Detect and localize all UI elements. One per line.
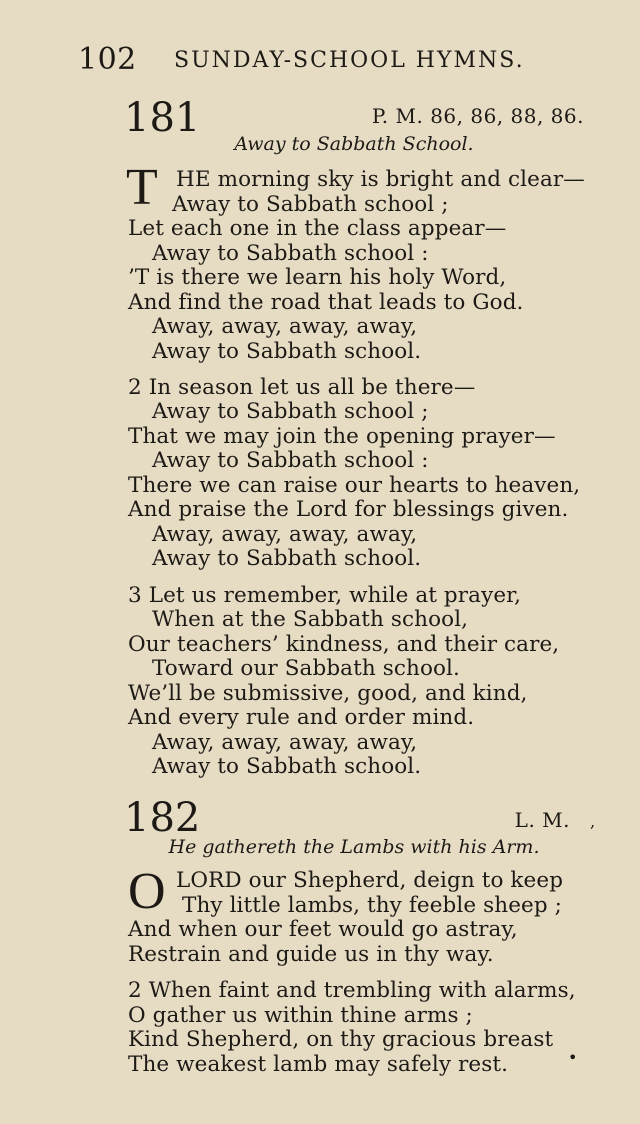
verse-line: There we can raise our hearts to heaven, [128,473,581,498]
hymn-number: 181 [124,95,201,141]
verse-line: Away to Sabbath school : [152,241,429,266]
drop-cap: O [128,863,166,920]
verse-line: LORD our Shepherd, deign to keep [176,868,564,893]
verse-line: Away to Sabbath school. [152,754,422,779]
verse-line: Away, away, away, away, [152,730,418,755]
verse-line: And when our feet would go astray, [128,917,518,942]
hymn-meter: L. M. [514,808,570,832]
verse-line: Away, away, away, away, [152,522,418,547]
verse-line: Away to Sabbath school. [152,546,422,571]
page-number: 102 [78,42,137,77]
hymn-meter: P. M. 86, 86, 88, 86. [371,104,584,128]
print-speck: • [568,1048,578,1067]
verse-line: Restrain and guide us in thy way. [128,942,494,967]
verse-line: Kind Shepherd, on thy gracious breast [128,1027,554,1052]
verse-line: ’T is there we learn his holy Word, [128,265,507,290]
verse-line: Away, away, away, away, [152,314,418,339]
verse-line: 2 In season let us all be there— [128,375,476,400]
verse-line: Thy little lambs, thy feeble sheep ; [182,893,563,918]
verse-line: Away to Sabbath school ; [152,399,429,424]
verse-line: O gather us within thine arms ; [128,1003,473,1028]
verse-line: Away to Sabbath school : [152,448,429,473]
hymn-number: 182 [124,795,201,841]
verse-line: And every rule and order mind. [128,705,475,730]
verse-line: Toward our Sabbath school. [152,656,460,681]
drop-cap: T [126,159,158,216]
verse-line: We’ll be submissive, good, and kind, [128,681,528,706]
verse-line: That we may join the opening prayer— [128,424,556,449]
verse-line: And find the road that leads to God. [128,290,524,315]
verse-line: HE morning sky is bright and clear— [176,167,585,192]
running-head: SUNDAY-SCHOOL HYMNS. [174,48,525,73]
hymn-title: He gathereth the Lambs with his Arm. [168,836,540,858]
verse-line: Let each one in the class appear— [128,216,507,241]
verse-line: The weakest lamb may safely rest. [128,1052,509,1077]
page-header [78,42,538,82]
print-speck: , [590,812,596,831]
verse-line: 2 When faint and trembling with alarms, [128,978,576,1003]
verse-line: And praise the Lord for blessings given. [128,497,569,522]
verse-line: When at the Sabbath school, [152,607,469,632]
verse-line: Away to Sabbath school ; [172,192,449,217]
verse-line: Our teachers’ kindness, and their care, [128,632,560,657]
hymn-title: Away to Sabbath School. [234,133,474,155]
verse-line: Away to Sabbath school. [152,339,422,364]
verse-line: 3 Let us remember, while at prayer, [128,583,522,608]
